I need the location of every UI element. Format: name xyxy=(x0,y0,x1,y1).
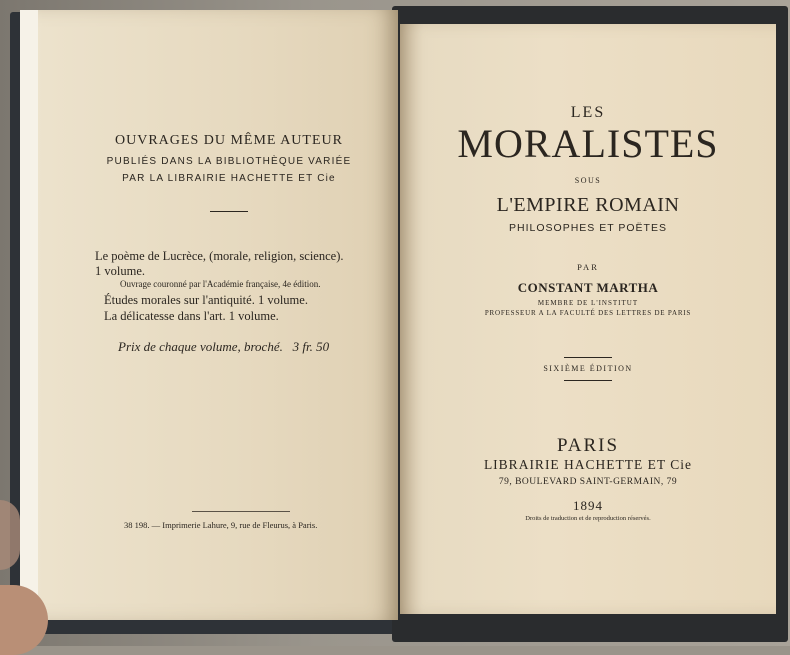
left-page-edge xyxy=(20,10,38,620)
left-heading-2: PUBLIÉS DANS LA BIBLIOTHÈQUE VARIÉE xyxy=(106,156,352,167)
publisher: LIBRAIRIE HACHETTE ET Cie xyxy=(483,457,693,472)
left-divider xyxy=(210,211,248,212)
label-par: PAR xyxy=(577,262,599,272)
finger xyxy=(0,500,20,570)
entry-1: Le poème de Lucrèce, (morale, religion, science). xyxy=(95,249,344,263)
title-moralistes: MORALISTES xyxy=(457,121,719,166)
printer-rule xyxy=(192,511,290,512)
left-heading-1: OUVRAGES DU MÊME AUTEUR xyxy=(115,133,343,148)
subtitle-philosophes: PHILOSOPHES ET POËTES xyxy=(509,222,667,234)
price-line: Prix de chaque volume, broché. 3 fr. 50 xyxy=(118,339,330,354)
entry-3: La délicatesse dans l'art. 1 volume. xyxy=(104,309,279,323)
left-heading-3: PAR LA LIBRAIRIE HACHETTE ET Cie xyxy=(122,173,336,184)
title-sous: SOUS xyxy=(574,176,602,185)
edition-rule-top xyxy=(564,357,612,358)
title-empire-romain: L'EMPIRE ROMAIN xyxy=(496,194,680,216)
printer-line: 38 198. — Imprimerie Lahure, 9, rue de Fleurus, à Paris. xyxy=(124,520,318,530)
rights-note: Droits de traduction et de reproduction réservés. xyxy=(525,515,651,522)
entry-1b: 1 volume. xyxy=(95,264,145,278)
author-role-2: PROFESSEUR A LA FACULTÉ DES LETTRES DE PARIS xyxy=(484,309,692,317)
title-les: LES xyxy=(570,104,606,121)
year: 1894 xyxy=(573,498,603,513)
author-name: CONSTANT MARTHA xyxy=(517,280,659,295)
city: PARIS xyxy=(556,435,620,456)
entry-2: Études morales sur l'antiquité. 1 volume. xyxy=(104,293,308,307)
entry-1-note: Ouvrage couronné par l'Académie française, 4e édition. xyxy=(120,279,321,289)
address: 79, BOULEVARD SAINT-GERMAIN, 79 xyxy=(498,477,678,487)
edition-label: SIXIÈME ÉDITION xyxy=(543,364,633,373)
author-role-1: MEMBRE DE L'INSTITUT xyxy=(537,299,639,307)
edition-rule-bottom xyxy=(564,380,612,381)
